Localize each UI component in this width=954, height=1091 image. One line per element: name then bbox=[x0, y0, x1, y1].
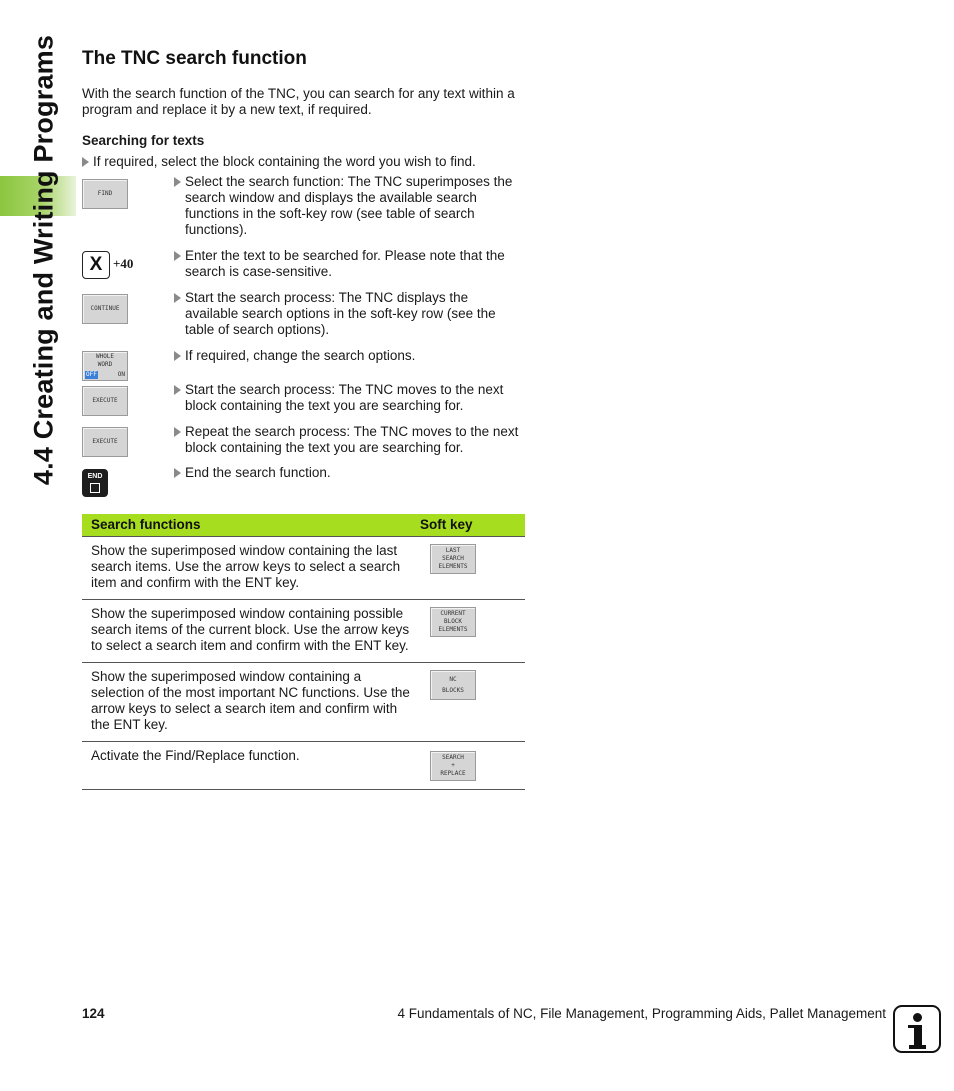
table-row bbox=[82, 663, 525, 742]
end-key[interactable]: END bbox=[82, 469, 108, 497]
step-3: Start the search process: The TNC displays the available search options in the soft-key row (see the table of search options). bbox=[174, 290, 524, 338]
whole-word-softkey[interactable] bbox=[82, 351, 128, 381]
first-bullet: If required, select the block containing the word you wish to find. bbox=[82, 154, 538, 170]
row-description: Activate the Find/Replace function. bbox=[82, 742, 411, 790]
step-5: Start the search process: The TNC moves to the next block containing the text you are searching for. bbox=[174, 382, 524, 414]
table-row bbox=[82, 742, 525, 790]
row-description: Show the superimposed window containing the last search items. Use the arrow keys to select a search item and confirm with the ENT key. bbox=[82, 537, 411, 600]
table-row bbox=[82, 537, 525, 600]
x-axis-key[interactable]: X bbox=[82, 251, 110, 279]
table-row bbox=[82, 600, 525, 663]
nc-blocks-softkey[interactable]: NC BLOCKS bbox=[430, 670, 476, 700]
header-soft-key: Soft key bbox=[411, 514, 525, 537]
whole-word-toggle: WHOLE WORD OFF ON bbox=[86, 353, 125, 378]
step-7: End the search function. bbox=[174, 465, 524, 481]
x-key-value: +40 bbox=[113, 256, 134, 271]
subheading: Searching for texts bbox=[82, 133, 205, 148]
search-replace-softkey[interactable]: SEARCH + REPLACE bbox=[430, 751, 476, 781]
end-square-icon bbox=[90, 483, 100, 493]
search-functions-table bbox=[82, 514, 525, 790]
row-description: Show the superimposed window containing possible search items of the current block. Use the arrow keys to select a search item and confirm with the ENT key. bbox=[82, 600, 411, 663]
step-4: If required, change the search options. bbox=[174, 348, 524, 364]
find-softkey[interactable]: FIND bbox=[82, 179, 128, 209]
footer-chapter-title: 4 Fundamentals of NC, File Management, Programming Aids, Pallet Management bbox=[397, 1006, 886, 1021]
info-icon bbox=[893, 1005, 941, 1053]
table-header bbox=[82, 514, 525, 537]
row-description: Show the superimposed window containing a selection of the most important NC functions. Use the arrow keys to select a search item and confirm with the ENT key. bbox=[82, 663, 411, 742]
intro-paragraph: With the search function of the TNC, you can search for any text within a program and replace it by a new text, if required. bbox=[82, 86, 515, 117]
step-1: Select the search function: The TNC superimposes the search window and displays the available search functions in the soft-key row (see table of search functions). bbox=[174, 174, 524, 238]
continue-softkey[interactable]: CONTINUE bbox=[82, 294, 128, 324]
section-title: The TNC search function bbox=[82, 48, 307, 69]
step-2: Enter the text to be searched for. Please note that the search is case-sensitive. bbox=[174, 248, 524, 280]
step-6: Repeat the search process: The TNC moves to the next block containing the text you are searching for. bbox=[174, 424, 524, 456]
chapter-side-title: 4.4 Creating and Writing Programs bbox=[28, 34, 59, 486]
execute-softkey-repeat[interactable]: EXECUTE bbox=[82, 427, 128, 457]
last-search-elements-softkey[interactable]: LAST SEARCH ELEMENTS bbox=[430, 544, 476, 574]
header-search-functions: Search functions bbox=[82, 514, 411, 537]
page-number: 124 bbox=[82, 1006, 105, 1021]
current-block-elements-softkey[interactable]: CURRENT BLOCK ELEMENTS bbox=[430, 607, 476, 637]
execute-softkey[interactable]: EXECUTE bbox=[82, 386, 128, 416]
